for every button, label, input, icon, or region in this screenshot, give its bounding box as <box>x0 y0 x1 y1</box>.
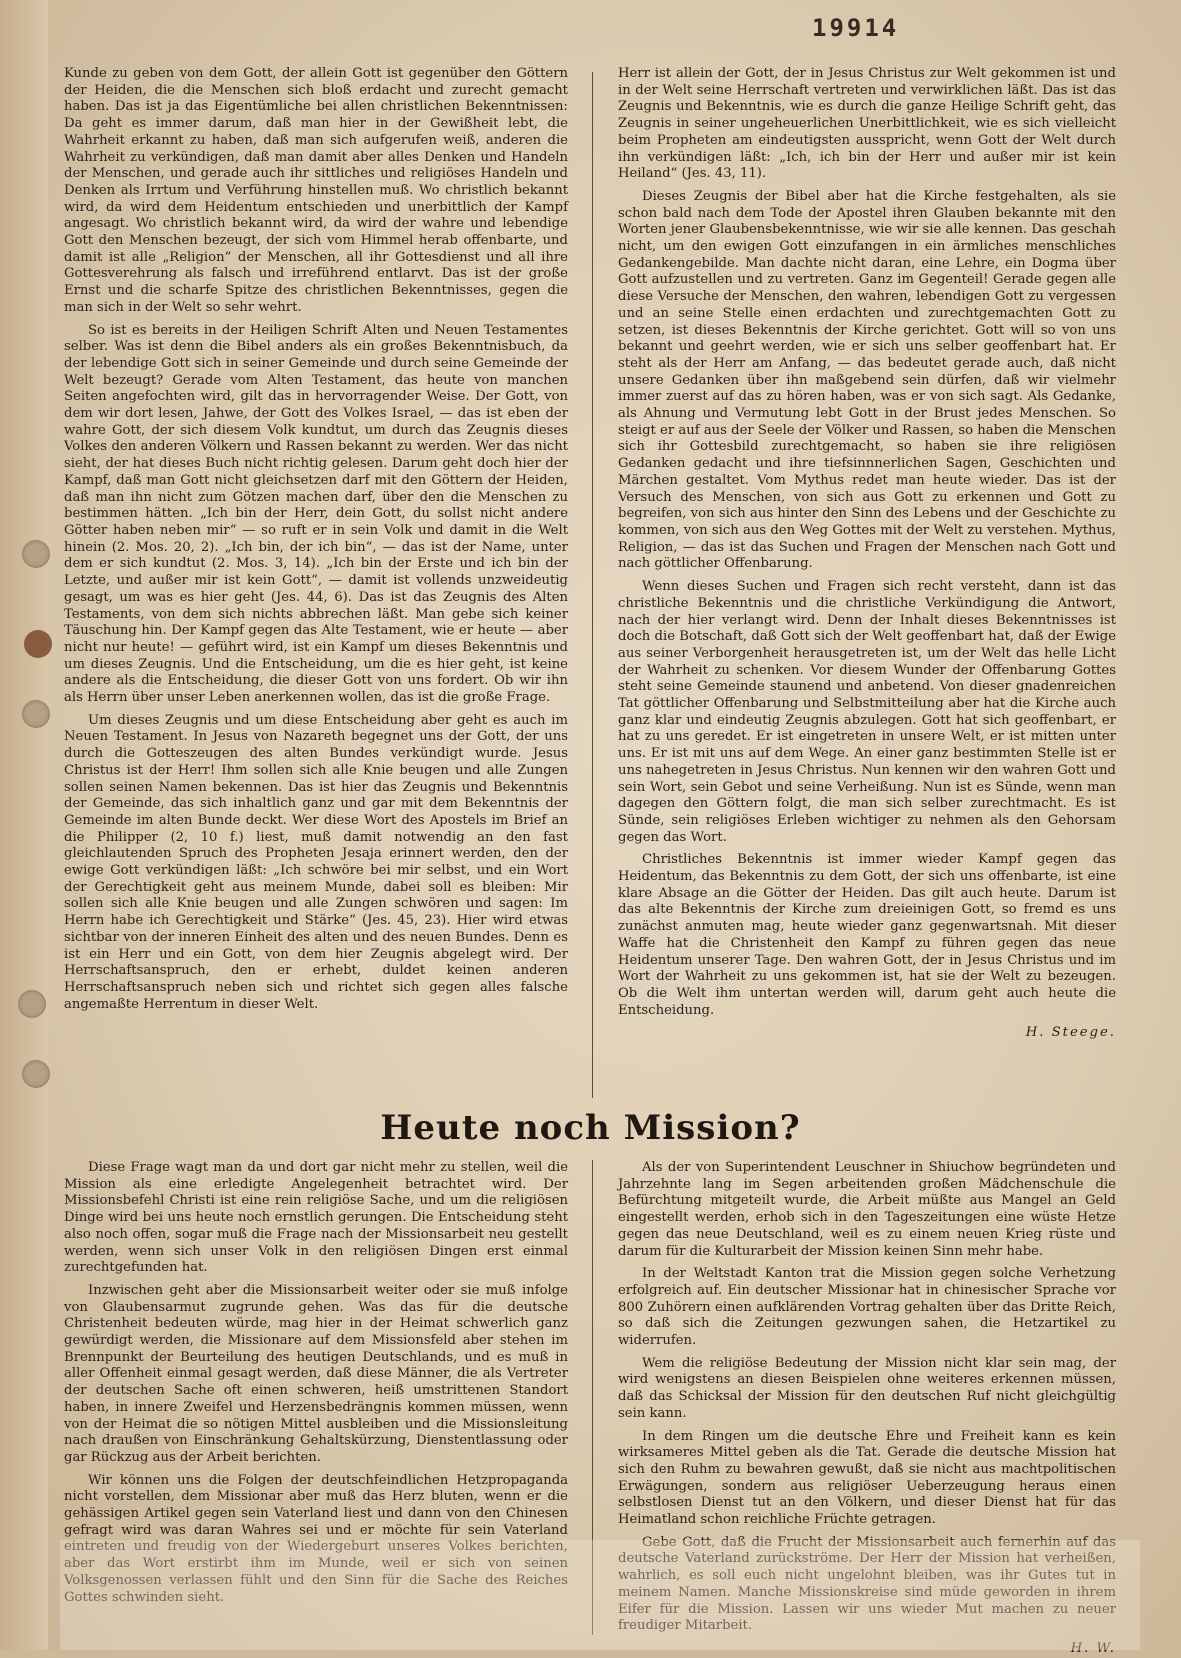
article1-column-right <box>618 66 1116 1042</box>
author-signature: H. W. <box>1070 1640 1116 1656</box>
paragraph: Wir können uns die Folgen der deutschfeindlichen Hetzpropaganda nicht vorstellen, dem Missionar aber muß das Herz bluten, wenn er die gehässigen Artikel gegen sein Vaterland liest und dann von den Chinesen gefragt wird was daran Wahres sei und er möchte für sein Vaterland eintreten und freudig von der Wiedergeburt unseres Volkes berichten, aber das Wort erstirbt ihm im Munde, weil er sich von seinen Volksgenossen verlassen fühlt und den Sinn für die Sache des Reiches Gottes schwinden sieht. <box>64 1472 568 1605</box>
punch-hole <box>22 700 50 728</box>
adhesive-tape-overlay <box>60 1540 1140 1650</box>
paragraph: Kunde zu geben von dem Gott, der allein Gott ist gegenüber den Göttern der Heiden, die die Menschen sich bloß erdacht und zurecht gemacht haben. Das ist ja das Eigentümliche bei allen christlichen Bekenntnissen: Da geht es immer darum, daß man hier in der Gewißheit lebt, die Wahrheit erkannt zu haben, daß man sich aufgerufen weiß, anderen die Wahrheit zu verkündigen, daß man damit aber alles Denken und Handeln der Menschen, und gerade auch ihr sittliches und religiöses Handeln und Denken als Irrtum und Verführung hinstellen muß. Wo christlich bekannt wird, da wird dem Heidentum entschieden und unerbittlich der Kampf angesagt. Wo christlich bekannt wird, da wird der wahre und lebendige Gott den Menschen bezeugt, der sich vom Himmel herab offenbarte, und damit ist alle „Religion“ der Menschen, all ihr Gottesdienst und all ihre Gottesverehrung als falsch und irreführend entlarvt. Das ist der große Ernst und die scharfe Spitze des christlichen Bekenntnisses, gegen die man sich in der Welt so sehr wehrt. <box>64 66 568 315</box>
page-margin-left <box>0 0 48 1650</box>
article-headline: Heute noch Mission? <box>380 1108 801 1148</box>
paragraph: In der Weltstadt Kanton trat die Mission gegen solche Verhetzung erfolgreich auf. Ein deutscher Missionar hat in chinesischer Sprache vor 800 Zuhörern einen aufklärenden Vortrag gehalten über das Dritte Reich, so daß sich die Zeitungen gezwungen sahen, die Hetzartikel zu widerrufen. <box>618 1266 1116 1349</box>
paragraph: Um dieses Zeugnis und um diese Entscheidung aber geht es auch im Neuen Testament. In Jesus von Nazareth begegnet uns der Gott, der uns durch die Gotteszeugen des alten Bundes verkündigt wurde. Jesus Christus ist der Herr! Ihm sollen sich alle Knie beugen und alle Zungen sollen seinen Namen bekennen. Das ist hier das Zeugnis und Bekenntnis der Gemeinde, das sich inhaltlich ganz und gar mit dem Bekenntnis der Gemeinde im alten Bunde deckt. Wer diese Wort des Apostels im Brief an die Philipper (2, 10 f.) liest, muß damit notwendig an den fast gleichlautenden Spruch des Propheten Jesaja erinnert werden, den der ewige Gott verkündigen läßt: „Ich schwöre bei mir selbst, und ein Wort der Gerechtigkeit geht aus meinem Munde, dabei soll es bleiben: Mir sollen sich alle Knie beugen und alle Zungen schwören und sagen: Im Herrn habe ich Gerechtigkeit und Stärke“ (Jes. 45, 23). Hier wird etwas sichtbar von der inneren Einheit des alten und des neuen Bundes. Denn es ist ein Herr und ein Gott, von dem hier Zeugnis abgelegt wird. Der Herrschaftsanspruch, den er erhebt, duldet keinen anderen Herrschaftsanspruch neben sich und richtet sich gegen alles falsche angemaßte Herrentum in dieser Welt. <box>64 712 568 1012</box>
punch-hole <box>22 1060 50 1088</box>
paragraph: In dem Ringen um die deutsche Ehre und Freiheit kann es kein wirksameres Mittel geben als die Tat. Gerade die deutsche Mission hat sich den Ruhm zu bewahren gewußt, daß sie nicht aus machtpolitischen Erwägungen, sondern aus religiöser Ueberzeugung heraus einen selbstlosen Dienst tut an den Völkern, und dieser Dienst hat für das Heimatland schon reichliche Früchte getragen. <box>618 1428 1116 1528</box>
paragraph: Christliches Bekenntnis ist immer wieder Kampf gegen das Heidentum, das Bekenntnis zu dem Gott, der sich uns offenbarte, ist eine klare Absage an die Götter der Heiden. Das gilt auch heute. Darum ist das alte Bekenntnis der Kirche zum dreieinigen Gott, so fremd es uns zunächst anmuten mag, heute wieder ganz gegenwartsnah. Mit dieser Waffe hat die Christenheit den Kampf zu führen gegen das neue Heidentum unserer Tage. Den wahren Gott, der in Jesus Christus und im Wort der Wahrheit zu uns gekommen ist, hat sie der Welt zu bezeugen. Ob die Welt ihm untertan werden will, darum geht auch heute die Entscheidung. <box>618 852 1116 1018</box>
paragraph: Diese Frage wagt man da und dort gar nicht mehr zu stellen, weil die Mission als eine erledigte Angelegenheit betrachtet wird. Der Missionsbefehl Christi ist eine rein religiöse Sache, und um die religiösen Dinge wird bei uns heute noch ernstlich gerungen. Die Entscheidung steht also noch offen, sogar muß die Frage nach der Missionsarbeit neu gestellt werden, wenn sich unser Volk in den religiösen Dingen erst einmal zurechtgefunden hat. <box>64 1160 568 1276</box>
archive-number: 19914 <box>812 14 900 42</box>
paragraph: Herr ist allein der Gott, der in Jesus Christus zur Welt gekommen ist und in der Welt seine Herrschaft vertreten und verwirklichen läßt. Das ist das Zeugnis und Bekenntnis, wie es durch die ganze Heilige Schrift geht, das Zeugnis in seiner ungeheuerlichen Unerbittlichkeit, wie es sich vielleicht beim Propheten am eindeutigsten ausspricht, wenn Gott der Welt durch ihn verkündigen läßt: „Ich, ich bin der Herr und außer mir ist kein Heiland“ (Jes. 43, 11). <box>618 66 1116 182</box>
paragraph: Als der von Superintendent Leuschner in Shiuchow begründeten und Jahrzehnte lang im Segen arbeitenden großen Mädchenschule die Befürchtung mitgeteilt wurde, die Arbeit müßte aus Mangel an Geld eingestellt werden, erhob sich in den Tageszeitungen eine wüste Hetze gegen das neue Deutschland, weil es zu einem neuen Krieg rüste und darum für die Kulturarbeit der Mission keinen Sinn mehr habe. <box>618 1160 1116 1259</box>
punch-hole <box>24 630 52 658</box>
article1-column-left <box>64 66 568 1019</box>
column-divider <box>592 72 593 1098</box>
paragraph: Gebe Gott, daß die Frucht der Missionsarbeit auch fernerhin auf das deutsche Vaterland zurückströme. Der Herr der Mission hat verheißen, wahrlich, es soll euch nicht ungelohnt bleiben, was ihr Gutes tut in meinem Namen. Manche Missionskreise sind müde geworden in ihrem Eifer für die Mission. Lassen wir uns wieder Mut machen zu neuer freudiger Mitarbeit. <box>618 1534 1116 1634</box>
punch-hole <box>18 990 46 1018</box>
paragraph: Inzwischen geht aber die Missionsarbeit weiter oder sie muß infolge von Glaubensarmut zugrunde gehen. Was das für die deutsche Christenheit bedeuten würde, mag hier in der Heimat schwerlich ganz gewürdigt werden, die Missionare auf dem Missionsfeld aber stehen im Brennpunkt der Beurteilung des heutigen Deutschlands, und es muß in aller Offenheit einmal gesagt werden, daß diese Männer, die als Vertreter der deutschen Sache oft einen schweren, heiß umstrittenen Standort haben, in innere Zweifel und Herzensbedrängnis kommen müssen, wenn von der Heimat die so nötigen Mittel ausbleiben und die Missionsleitung nach draußen von Einschränkung Gehaltskürzung, Dienstentlassung oder gar Rückzug aus der Arbeit berichten. <box>64 1282 568 1465</box>
paragraph: Dieses Zeugnis der Bibel aber hat die Kirche festgehalten, als sie schon bald nach dem Tode der Apostel ihren Glauben bekannte mit den Worten jener Glaubensbekenntnisse, wie wir sie alle kennen. Das geschah nicht, um den ewigen Gott einzufangen in ein ärmliches menschliches Gedankengebilde. Man dachte nicht daran, eine Lehre, ein Dogma über Gott aufzustellen und zu vertreten. Ganz im Gegenteil! Gerade gegen alle diese Versuche der Menschen, den wahren, lebendigen Gott zu vergessen und an seine Stelle einen erdachten und zurechtgemachten Gott zu setzen, ist dieses Bekenntnis der Kirche gerichtet. Gott will so von uns bekannt und geehrt werden, wie er sich uns selber geoffenbart hat. Er steht als der Herr am Anfang, — das bedeutet gerade auch, daß nicht unsere Gedanken über ihn maßgebend sein dürfen, daß wir vielmehr immer zuerst auf das zu hören haben, was er von sich sagt. Als Gedanke, als Ahnung und Vermutung lebt Gott in der Brust jedes Menschen. So steigt er auf aus der Seele der Völker und Rassen, so haben die Menschen sich ihr Gottesbild zurechtgemacht, so haben sie ihre religiösen Gedanken gedacht und ihre tiefsinnnerlichen Sagen, Geschichten und Märchen gestaltet. Vom Mythus redet man heute wieder. Das ist der Versuch des Menschen, von sich aus Gott zu erkennen und Gott zu begreifen, von sich aus hinter den Sinn des Lebens und der Geschichte zu kommen, von sich aus den Weg Gottes mit der Welt zu verstehen. Mythus, Religion, — das ist das Suchen und Fragen der Menschen nach Gott und nach göttlicher Offenbarung. <box>618 188 1116 572</box>
paragraph: Wenn dieses Suchen und Fragen sich recht versteht, dann ist das christliche Bekenntnis und die christliche Verkündigung die Antwort, nach der hier verlangt wird. Denn der Inhalt dieses Bekenntnisses ist doch die Botschaft, daß Gott sich der Welt geoffenbart hat, daß der Ewige aus seiner Verborgenheit herausgetreten ist, um der Welt das helle Licht der Wahrheit zu schenken. Vor diesem Wunder der Offenbarung Gottes steht seine Gemeinde staunend und anbetend. Von dieser gnadenreichen Tat göttlicher Offenbarung und Selbstmitteilung aber hat die Kirche auch ganz klar und eindeutig Zeugnis abzulegen. Gott hat sich geoffenbart, er hat zu uns geredet. Er ist eingetreten in unsere Welt, er ist mitten unter uns. Er ist mit uns auf dem Wege. An einer ganz bestimmten Stelle ist er uns nahegetreten in Jesus Christus. Nun kennen wir den wahren Gott und sein Wort, sein Gebot und seine Verheißung. Nun ist es Sünde, wenn man dagegen den Göttern folgt, die man sich selber zurechtmacht. Es ist Sünde, sein religiöses Erleben wichtiger zu nehmen als den Gehorsam gegen das Wort. <box>618 579 1116 845</box>
paragraph: So ist es bereits in der Heiligen Schrift Alten und Neuen Testamentes selber. Was ist denn die Bibel anders als ein großes Bekenntnisbuch, da der lebendige Gott sich in seiner Gemeinde und durch seine Gemeinde der Welt bezeugt? Gerade vom Alten Testament, das heute von manchen Seiten angefochten wird, gilt das in hervorragender Weise. Der Gott, von dem wir dort lesen, Jahwe, der Gott des Volkes Israel, — das ist eben der wahre Gott, der sich diesem Volk kundtut, um durch das Zeugnis dieses Volkes den anderen Völkern und Rassen bekannt zu werden. Wer das nicht sieht, der hat dieses Buch nicht richtig gelesen. Darum geht doch hier der Kampf, daß man Gott nicht gleichsetzen darf mit den Göttern der Heiden, daß man ihn nicht zum Götzen machen darf, über den die Menschen zu bestimmen hätten. „Ich bin der Herr, dein Gott, du sollst nicht andere Götter haben neben mir“ — so ruft er in sein Volk und damit in die Welt hinein (2. Mos. 20, 2). „Ich bin, der ich bin“, — das ist der Name, unter dem er sich kundtut (2. Mos. 3, 14). „Ich bin der Erste und ich bin der Letzte, und außer mir ist kein Gott“, — damit ist vollends unzweideutig gesagt, um was es hier geht (Jes. 44, 6). Das ist das Zeugnis des Alten Testaments, von dem sich nichts abbrechen läßt. Man gebe sich keiner Täuschung hin. Der Kampf gegen das Alte Testament, wie er heute — aber nicht nur heute! — geführt wird, ist ein Kampf um dieses Bekenntnis und um dieses Zeugnis. Und die Entscheidung, um die es hier geht, ist keine andere als die Entscheidung, die dieser Gott von uns fordert. Ob wir ihn als Herrn über unser Leben anerkennen wollen, das ist die große Frage. <box>64 322 568 706</box>
paragraph: Wem die religiöse Bedeutung der Mission nicht klar sein mag, der wird wenigstens an diesen Beispielen ohne weiteres erkennen müssen, daß das Schicksal der Mission für den deutschen Ruf nicht gleichgültig sein kann. <box>618 1355 1116 1421</box>
author-signature: H. Steege. <box>1025 1025 1116 1041</box>
punch-hole <box>22 540 50 568</box>
